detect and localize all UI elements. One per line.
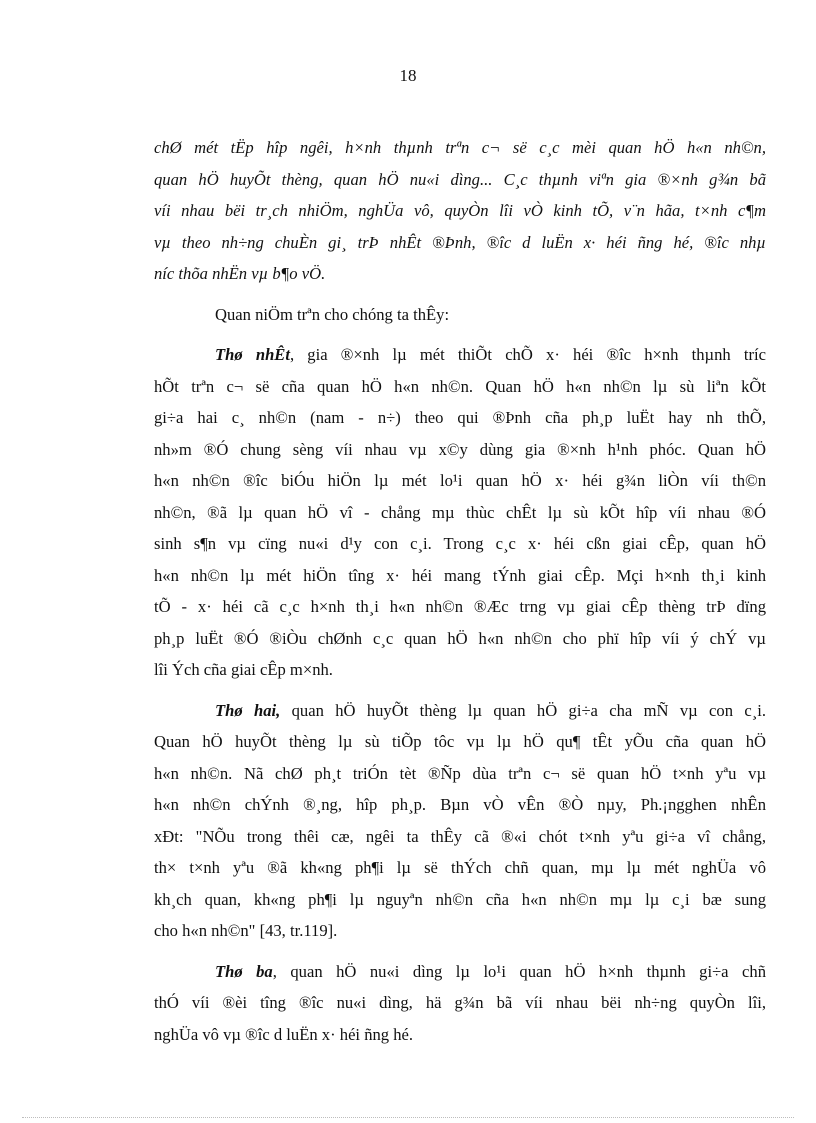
text-span: , quan hÖ nu«i dìng lµ lo¹i quan hÖ h×nh thµnh gi÷a chñ — [272, 961, 766, 981]
text-span: quan hÖ huyÕt thèng lµ quan hÖ gi÷a cha mÑ vµ con c¸i. — [280, 700, 766, 720]
text-line: h«n nh©n chÝnh ®¸ng, hîp ph¸p. Bµn vÒ vÊn ®Ò nµy, Ph.¡ngghen nhÊn — [154, 795, 766, 814]
point-label: Thø hai, — [215, 700, 281, 720]
text-line: gi÷a hai c¸ nh©n (nam - n÷) theo qui ®Þnh cña ph¸p luËt hay nh thÕ, — [154, 408, 766, 427]
paragraph-intro: Quan niÖm trªn cho chóng ta thÊy: — [215, 304, 450, 324]
text-line: vµ theo nh÷ng chuÈn gi¸ trÞ nhÊt ®Þnh, ®îc d luËn x· héi ñng hé, ®îc nhµ — [154, 232, 766, 252]
point-label: Thø nhÊt — [215, 345, 290, 364]
text-line: nh©n, ®ã lµ quan hÖ vî - chång mµ thùc chÊt lµ sù kÕt hîp víi nhau ®Ó — [154, 502, 766, 522]
page-bottom-divider — [22, 1117, 794, 1118]
text-span: , gia ®×nh lµ mét thiÕt chÕ x· héi ®îc h×nh thµnh tríc — [289, 345, 766, 364]
text-line: quan hÖ huyÕt thèng, quan hÖ nu«i dìng... C¸c thµnh viªn gia ®×nh g¾n bã — [154, 169, 766, 189]
paragraph-second-point — [154, 695, 766, 947]
page-number: 18 — [399, 66, 417, 85]
text-line: níc thõa nhËn vµ b¶o vÖ. — [154, 264, 326, 283]
text-line: chØ mét tËp hîp ngêi, h×nh thµnh trªn c¬ së c¸c mèi quan hÖ h«n nh©n, — [154, 138, 766, 157]
text-line: h«n nh©n. Nã chØ ph¸t triÓn tèt ®Ñp dùa trªn c¬ së quan hÖ t×nh yªu vµ — [154, 763, 766, 783]
text-line: h«n nh©n lµ mét hiÖn tîng x· héi mang tÝnh giai cÊp. Mçi h×nh th¸i kinh — [154, 565, 766, 585]
text-line: tÕ - x· héi cã c¸c h×nh th¸i h«n nh©n ®Æc trng vµ giai cÊp thèng trÞ dïng — [154, 597, 766, 616]
text-line: h«n nh©n ®îc biÓu hiÖn lµ mét lo¹i quan hÖ x· héi g¾n liÒn víi th©n — [154, 471, 766, 490]
text-line: th× t×nh yªu ®ã kh«ng ph¶i lµ së thÝch chñ quan, mµ lµ mét nghÜa vô — [154, 858, 766, 877]
text-line: nh»m ®Ó chung sèng víi nhau vµ x©y dùng gia ®×nh h¹nh phóc. Quan hÖ — [154, 439, 766, 459]
paragraph-third-point — [154, 956, 766, 1051]
text-line: ph¸p luËt ®Ó ®iÒu chØnh c¸c quan hÖ h«n nh©n cho phï hîp víi ý chÝ vµ — [154, 628, 766, 648]
text-line: sinh s¶n vµ cïng nu«i d¹y con c¸i. Trong c¸c x· héi cßn giai cÊp, quan hÖ — [154, 534, 766, 553]
text-line: thÓ víi ®èi tîng ®îc nu«i dìng, hä g¾n bã víi nhau bëi nh÷ng quyÒn lîi, — [154, 993, 766, 1012]
text-line: nghÜa vô vµ ®îc d luËn x· héi ñng hé. — [154, 1024, 414, 1044]
text-line — [154, 695, 766, 727]
text-line: cho h«n nh©n" [43, tr.119]. — [154, 921, 338, 940]
paragraph-definition-continued — [154, 132, 766, 290]
text-line: xÐt: "NÕu trong thêi cæ, ngêi ta thÊy cã ®«i chót t×nh yªu gi÷a vî chång, — [154, 826, 766, 846]
text-line: kh¸ch quan, kh«ng ph¶i lµ nguyªn nh©n cña h«n nh©n mµ lµ c¸i bæ sung — [154, 889, 766, 909]
text-line: lîi Ých cña giai cÊp m×nh. — [154, 660, 333, 679]
text-line: hÕt trªn c¬ së cña quan hÖ h«n nh©n. Quan hÖ h«n nh©n lµ sù liªn kÕt — [154, 376, 766, 396]
text-line — [154, 339, 766, 371]
text-line: víi nhau bëi tr¸ch nhiÖm, nghÜa vô, quyÒn lîi vÒ kinh tÕ, v¨n hãa, t×nh c¶m — [154, 201, 766, 220]
paragraph-first-point — [154, 339, 766, 686]
text-line: Quan hÖ huyÕt thèng lµ sù tiÕp tôc vµ lµ hÖ qu¶ tÊt yÕu cña quan hÖ — [154, 732, 766, 751]
text-line — [154, 956, 766, 988]
document-body — [154, 132, 766, 1050]
point-label: Thø ba — [215, 961, 273, 981]
